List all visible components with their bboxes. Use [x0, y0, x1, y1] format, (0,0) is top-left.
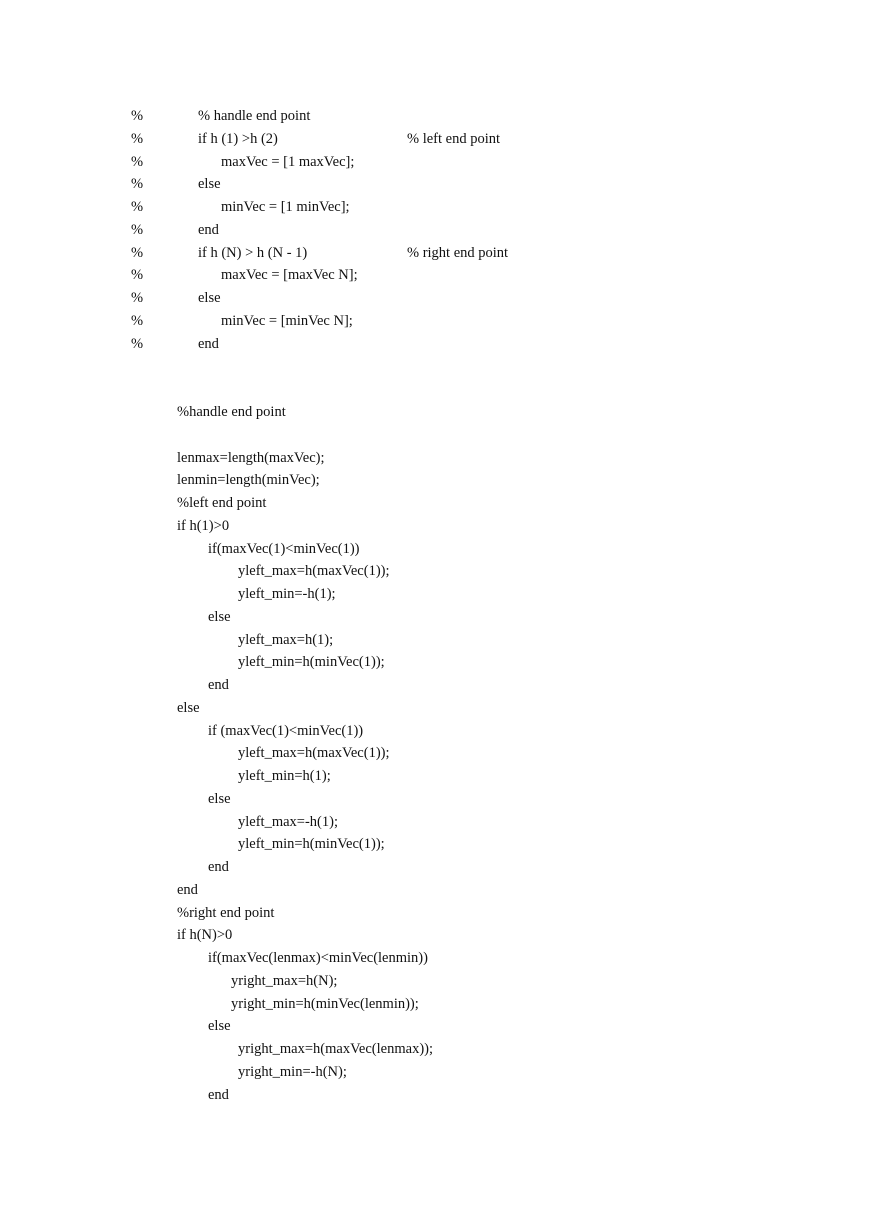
- code-line: yright_min=h(minVec(lenmin));: [231, 995, 419, 1012]
- code-line: else: [177, 699, 200, 716]
- commented-code-line: maxVec = [maxVec N];: [221, 267, 358, 284]
- comment-marker: %: [131, 221, 144, 238]
- code-line: yleft_min=h(minVec(1));: [238, 836, 385, 853]
- code-line: yright_min=-h(N);: [238, 1063, 347, 1080]
- comment-marker: %: [131, 153, 144, 170]
- comment-marker: %: [131, 290, 144, 306]
- code-line: if h(1)>0: [177, 517, 230, 534]
- commented-code-line: else: [198, 290, 221, 306]
- commented-code-line: end: [198, 221, 219, 238]
- commented-code-line: maxVec = [1 maxVec];: [221, 153, 355, 170]
- code-line: %handle end point: [177, 404, 286, 420]
- comment-marker: %: [131, 199, 144, 215]
- commented-code-line: else: [198, 176, 221, 193]
- code-line: end: [208, 859, 229, 875]
- comment-marker: %: [131, 176, 144, 193]
- code-line: if (maxVec(1)<minVec(1)): [208, 722, 364, 739]
- commented-code-line: minVec = [1 minVec];: [221, 199, 350, 215]
- code-line: yleft_min=h(1);: [238, 768, 331, 784]
- code-line: yleft_min=h(minVec(1));: [238, 654, 385, 671]
- code-line: else: [208, 608, 231, 625]
- code-line: %left end point: [177, 495, 267, 511]
- commented-code-line: % handle end point: [198, 108, 311, 124]
- inline-comment: % right end point: [407, 244, 509, 261]
- code-line: end: [208, 677, 229, 693]
- code-line: end: [177, 881, 198, 898]
- code-line: yright_max=h(N);: [231, 972, 338, 989]
- code-line: %right end point: [177, 904, 275, 921]
- code-line: yright_max=h(maxVec(lenmax));: [238, 1041, 433, 1057]
- comment-marker: %: [131, 335, 144, 352]
- code-line: else: [208, 1018, 231, 1035]
- code-line: lenmin=length(minVec);: [177, 472, 320, 489]
- comment-marker: %: [131, 244, 144, 261]
- code-line: lenmax=length(maxVec);: [177, 449, 325, 466]
- code-line: end: [208, 1086, 229, 1103]
- code-line: if h(N)>0: [177, 927, 233, 944]
- commented-code-line: minVec = [minVec N];: [221, 312, 353, 329]
- code-line: else: [208, 790, 231, 807]
- code-line: yleft_min=-h(1);: [238, 586, 336, 602]
- comment-marker: %: [131, 267, 144, 284]
- code-line: yleft_max=h(maxVec(1));: [238, 563, 390, 580]
- commented-code-line: if h (1) >h (2): [198, 130, 278, 147]
- code-line: yleft_max=-h(1);: [238, 813, 338, 830]
- comment-marker: %: [131, 312, 144, 329]
- code-line: yleft_max=h(maxVec(1));: [238, 745, 390, 762]
- code-line: if(maxVec(lenmax)<minVec(lenmin)): [208, 950, 428, 966]
- commented-code-line: end: [198, 335, 219, 352]
- commented-code-line: if h (N) > h (N - 1): [198, 244, 308, 261]
- inline-comment: % left end point: [407, 130, 501, 147]
- code-line: yleft_max=h(1);: [238, 631, 334, 648]
- comment-marker: %: [131, 130, 144, 147]
- code-line: if(maxVec(1)<minVec(1)): [208, 540, 360, 557]
- comment-marker: %: [131, 108, 144, 124]
